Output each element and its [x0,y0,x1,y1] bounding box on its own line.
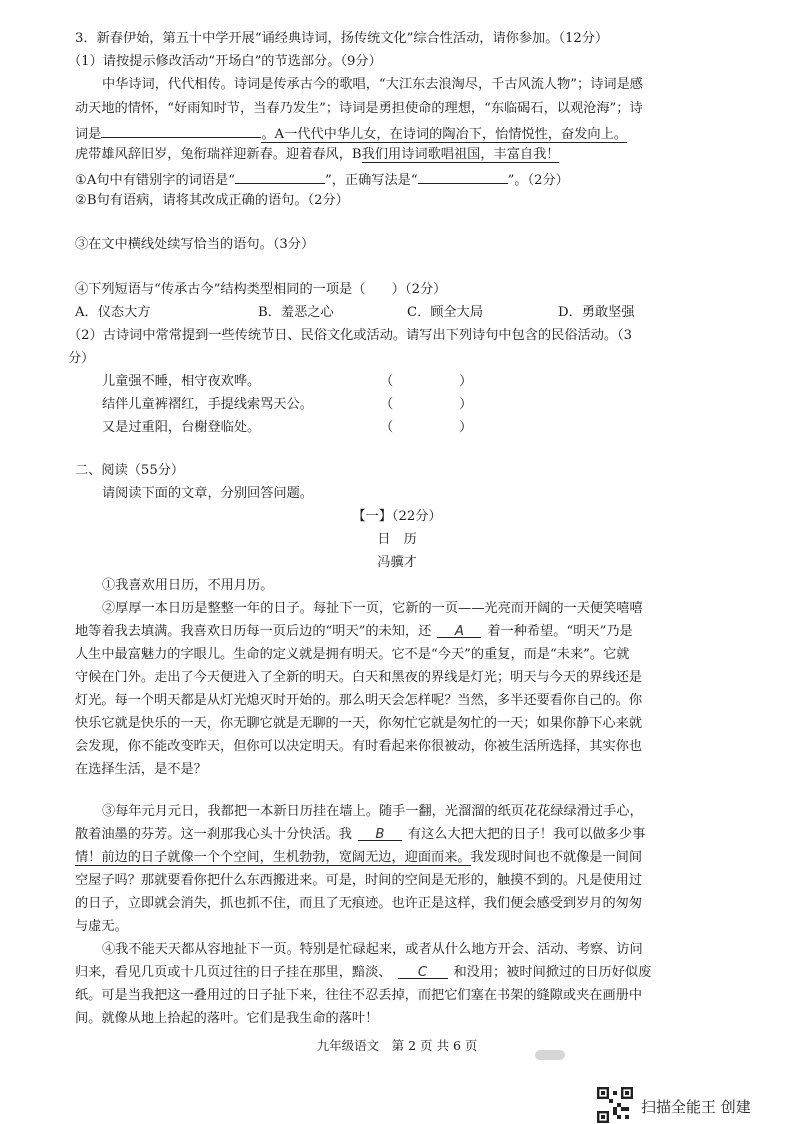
blank-a[interactable]: A [437,623,481,638]
reading-heading: 二、阅读（55分） [75,463,185,478]
scan-smudge [535,1050,565,1060]
paragraph-line: 散着油墨的芬芳。这一刹那我心头十分快活。我 B 有这么大把大把的日子！我可以做多少事 [75,827,646,842]
paragraph-line: 归来，看见几页或十几页过往的日子挂在那里，黯淡、 C 和没用；被时间掀过的日历好似废 [75,965,652,980]
paragraph-line: ①我喜欢用日历，不用月历。 [102,578,274,593]
section-label: 【一】（22分） [352,509,442,524]
poem-line: 又是过重阳，台榭登临处。 [102,420,261,435]
passage-text: 词是 [75,127,102,142]
option-a[interactable]: A．仪态大方 [75,305,151,320]
sentence-b: 我们用诗词歌唱祖国，丰富自我！ [361,147,560,162]
paragraph-line: 地等着我去填满。我喜欢日历每一页后边的“明天”的未知，还 A 着一种希望。“明天”乃是 [75,624,633,639]
sub-question-3: ③在文中横线处续写恰当的语句。（3分） [75,237,315,252]
paragraph-line: 纸。可是当我把这一叠用过的日子扯下来，往往不忍丢掉，而把它们塞在书架的缝隙或夹在画册中 [75,988,643,1003]
paragraph-line: ②厚厚一本日历是整整一年的日子。每扯下一页，它新的一页——光亮而开阔的一天便笑嘻嘻 [102,601,643,616]
paragraph-line: 会发现，你不能改变昨天，但你可以决定明天。有时看起来你很被动，你被生活所选择，其实你也 [75,739,643,754]
passage-line [75,146,559,164]
poem-line: 结伴儿童裤褶红，手提线索骂天公。 [102,397,313,412]
article-title: 日 历 [377,532,417,547]
answer-blank[interactable] [235,169,325,184]
q3-part1-title: （1）请按提示修改活动“开场白”的节选部分。（9分） [68,54,382,69]
paragraph-line: 与虚无。 [75,919,128,934]
paragraph-line: 空屋子吗？那就要看你把什么东西搬进来。可是，时间的空间是无形的，触摸不到的。凡是使用过 [75,873,643,888]
answer-paren[interactable]: （ ） [380,420,473,435]
q3-title: 3．新春伊始，第五十中学开展“诵经典诗词，扬传统文化”综合性活动，请你参加。（12分） [75,31,609,46]
answer-blank[interactable] [101,123,261,138]
scanner-brand: 扫描全能王 创建 [641,1098,751,1116]
passage-line [75,123,627,144]
q3-part2-title-cont: 分） [68,351,95,366]
paragraph-line: 人生中最富魅力的字眼儿。生命的定义就是拥有明天。它不是“今天”的重复，而是“未来”。它就 [75,647,630,662]
paragraph-line: 情！前边的日子就像一个个空间，生机勃勃，宽阔无边，迎面而来。我发现时间也不就像是一间间 [75,850,643,865]
paragraph-line: 在选择生活，是不是？ [75,762,207,777]
article-author: 冯骥才 [377,555,417,570]
blank-b[interactable]: B [358,826,402,841]
paragraph-line: 间。就像从地上拾起的落叶。它们是我生命的落叶！ [75,1011,379,1026]
poem-line: 儿童强不睡，相守夜欢哗。 [102,374,261,389]
paragraph-line: ④我不能天天都从容地扯下一页。特别是忙碌起来，或者从什么地方开会、活动、考察、访问 [102,942,643,957]
q3-part2-title: （2）古诗词中常常提到一些传统节日、民俗文化或活动。请写出下列诗句中包含的民俗活动。（3 [68,328,633,343]
option-b[interactable]: B．羞恶之心 [258,305,334,320]
paragraph-line: 快乐它就是快乐的一天，你无聊它就是无聊的一天，你匆忙它就是匆忙的一天；如果你静下心来就 [75,716,643,731]
passage-text: 虎带雄风辞旧岁，兔衔瑞祥迎新春。迎着春风，B [75,147,362,162]
paragraph-line: ③每年元月元日，我都把一本新日历挂在墙上。随手一翻，光溜溜的纸页花花绿绿滑过手心， [102,804,643,819]
paragraph-line: 的日子，立即就会消失，抓也抓不住，而且了无痕迹。也许正是这样，我们便会感受到岁月的匆匆 [75,896,643,911]
sub-question-4: ④下列短语与“传承古今”结构类型相同的一项是（ ）（2分） [75,282,447,297]
passage-line: 动天地的情怀，“好雨知时节，当春乃发生”；诗词是勇担使命的理想，“东临碣石，以观沧海”；诗 [75,101,643,116]
blank-c[interactable]: C [398,964,448,979]
option-c[interactable]: C．顾全大局 [407,305,484,320]
paragraph-line: 灯光。每一个明天都是从灯光熄灭时开始的。那么明天会怎样呢？当然，多半还要看你自己的。你 [75,693,643,708]
answer-paren[interactable]: （ ） [380,374,473,389]
reading-instruction: 请阅读下面的文章，分别回答问题。 [102,486,313,501]
answer-blank[interactable] [418,169,508,184]
option-d[interactable]: D．勇敢坚强 [558,305,635,320]
answer-paren[interactable]: （ ） [380,397,473,412]
underlined-sentence: 情！前边的日子就像一个个空间，生机勃勃，宽阔无边，迎面而来。 [75,850,471,865]
paragraph-line: 守候在门外。走出了今天便进入了全新的明天。白天和黑夜的界线是灯光；明天与今天的界线还是 [75,670,643,685]
sub-question-1: ①A句中有错别字的词语是“ ”，正确写法是“ ”。（2分） [75,169,569,190]
sentence-a: 。A一代代中华儿女，在诗词的陶冶下，怡情悦性，奋发向上。 [261,127,627,142]
sub-question-2: ②B句有语病，请将其改成正确的语句。（2分） [75,193,349,208]
page-footer: 九年级语文 第 2 页 共 6 页 [316,1038,478,1053]
passage-line: 中华诗词，代代相传。诗词是传承古今的歌唱，“大江东去浪淘尽，千古风流人物”；诗词是感 [102,77,643,92]
qr-code-icon [597,1087,633,1123]
